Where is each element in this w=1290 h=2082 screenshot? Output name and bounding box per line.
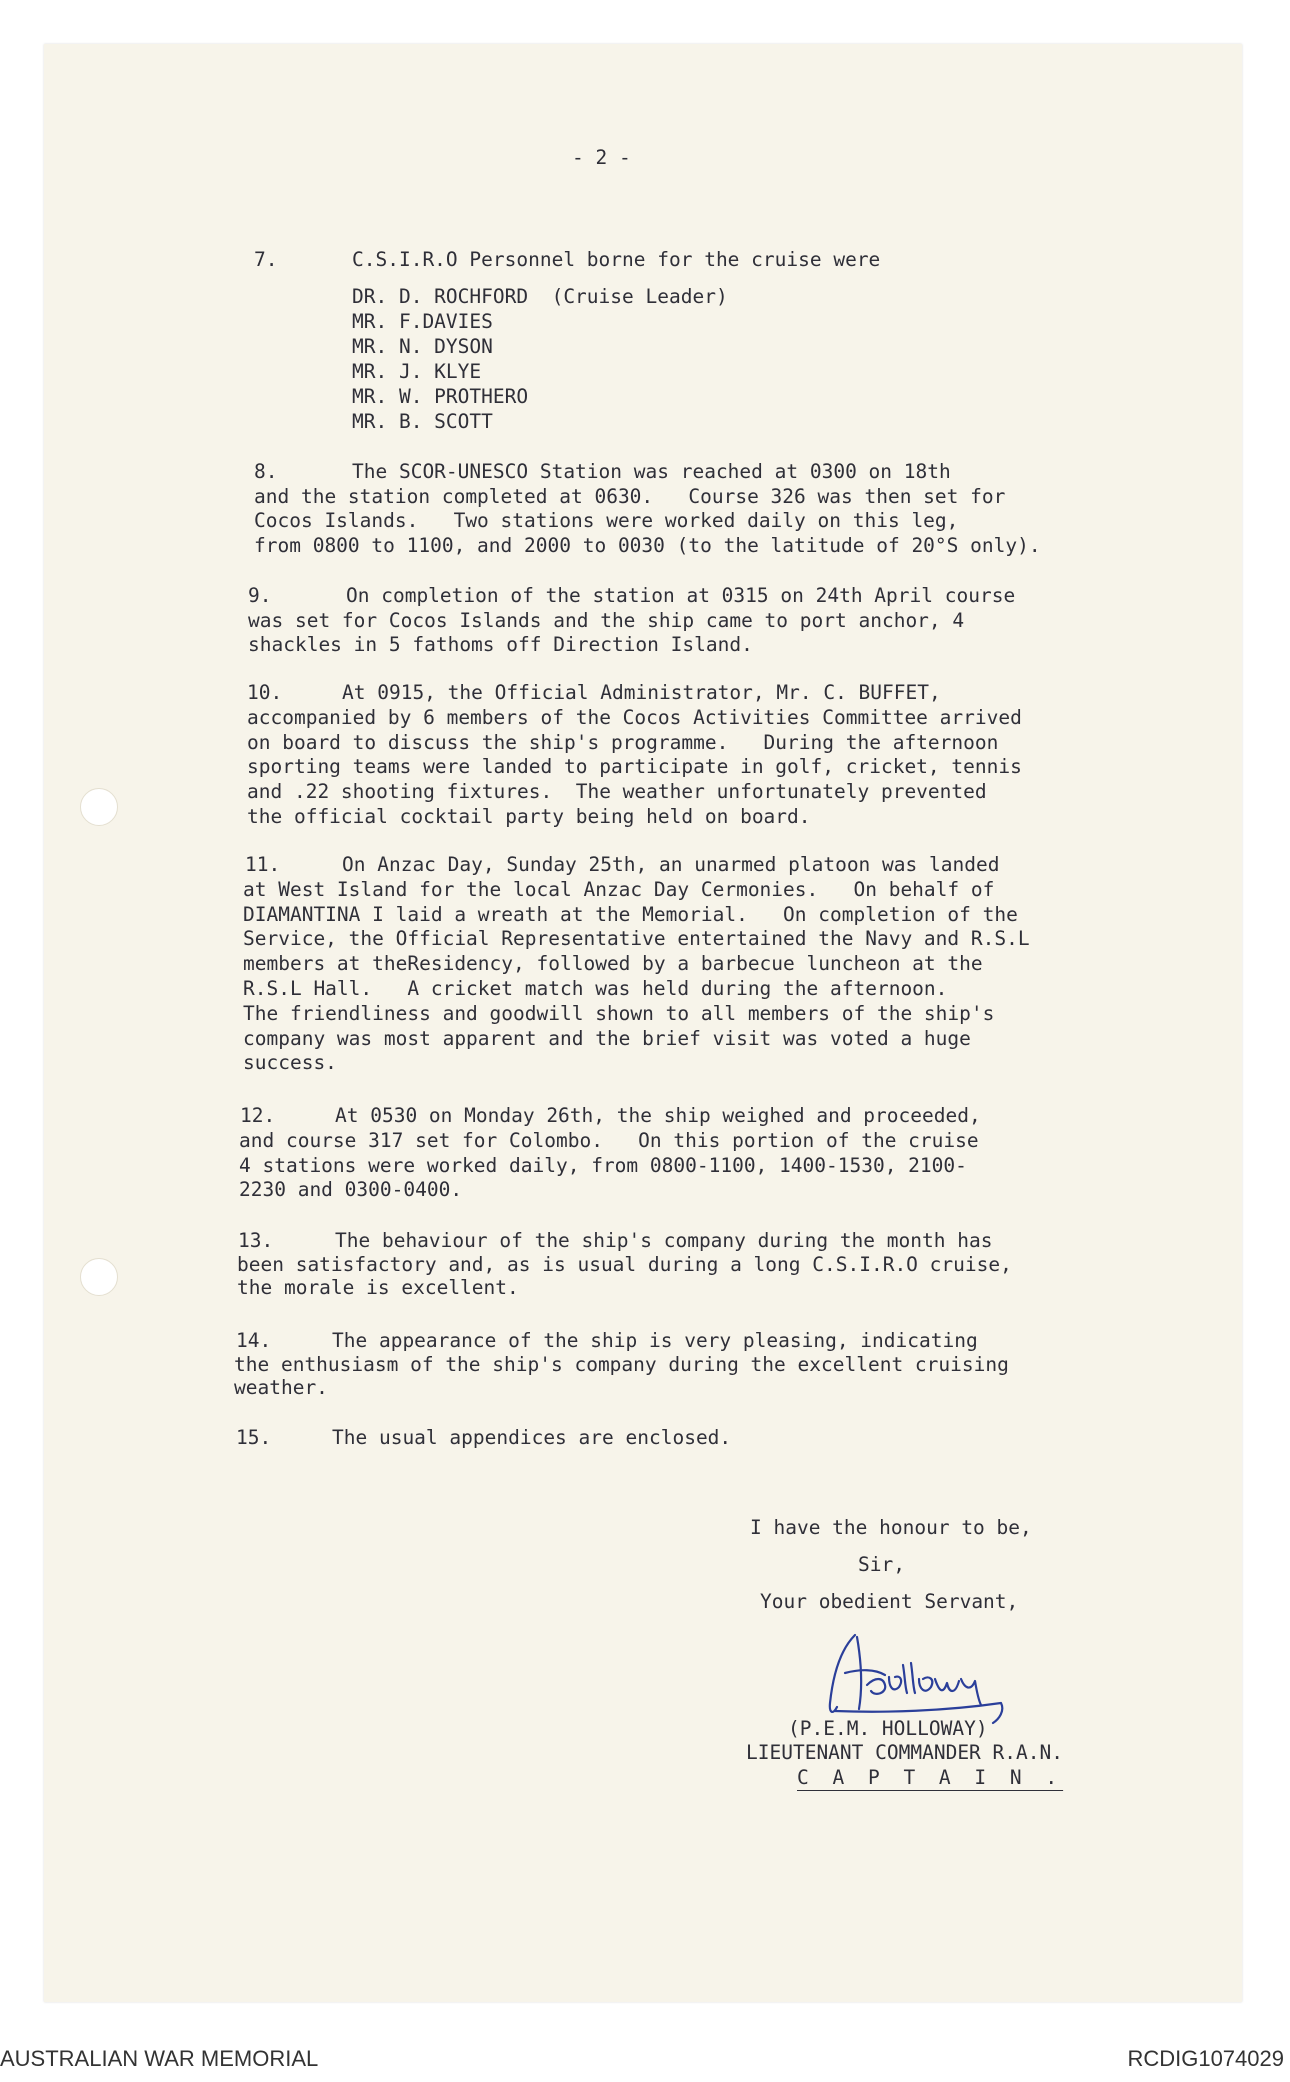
para-13-line: been satisfactory and, as is usual during a long C.S.I.R.O cruise, — [237, 1252, 1012, 1276]
para-14-line: The appearance of the ship is very pleasing, indicating — [332, 1329, 978, 1352]
para-8-line: from 0800 to 1100, and 2000 to 0030 (to the latitude of 20°S only). — [254, 533, 1041, 557]
para-8-line: The SCOR-UNESCO Station was reached at 0300 on 18th — [352, 460, 951, 483]
closing-line-3: Your obedient Servant, — [760, 1590, 1019, 1613]
para-9-number: 9. — [248, 584, 272, 607]
para-11-line: Service, the Official Representative entertained the Navy and R.S.L — [243, 927, 1030, 951]
para-10-number: 10. — [247, 681, 283, 704]
para-12-line: and course 317 set for Colombo. On this portion of the cruise — [239, 1128, 979, 1152]
signatory-rank: LIEUTENANT COMMANDER R.A.N. — [746, 1741, 1063, 1764]
para-13-number: 13. — [238, 1229, 274, 1252]
personnel-list-item: MR. F.DAVIES — [352, 310, 493, 333]
para-11-line: company was most apparent and the brief visit was voted a huge — [243, 1026, 971, 1050]
page-number: - 2 - — [572, 146, 631, 169]
signatory-name: (P.E.M. HOLLOWAY) — [788, 1717, 988, 1740]
para-10-line: accompanied by 6 members of the Cocos Activities Committee arrived — [247, 705, 1022, 729]
para-11-line: R.S.L Hall. A cricket match was held during the afternoon. — [243, 977, 948, 1000]
para-10-line: and .22 shooting fixtures. The weather unfortunately prevented — [247, 780, 987, 804]
personnel-list-item: MR. J. KLYE — [352, 360, 482, 383]
para-10-line: sporting teams were landed to participate in golf, cricket, tennis — [247, 755, 1022, 779]
footer-right-label: RCDIG1074029 — [1127, 2046, 1284, 2071]
footer-left-label: AUSTRALIAN WAR MEMORIAL — [0, 2046, 319, 2071]
para-11-line: DIAMANTINA I laid a wreath at the Memorial. On completion of the — [243, 902, 1018, 926]
para-12-line: At 0530 on Monday 26th, the ship weighed and proceeded, — [335, 1104, 981, 1127]
para-10-line: on board to discuss the ship's programme. During the afternoon — [247, 730, 999, 754]
para-15-number: 15. — [236, 1426, 272, 1449]
signatory-title: C A P T A I N . — [797, 1766, 1064, 1789]
para-13-line: The behaviour of the ship's company during the month has — [335, 1229, 993, 1252]
punch-hole-top — [80, 788, 118, 826]
personnel-list-item: MR. W. PROTHERO — [352, 385, 529, 408]
closing-line-2: Sir, — [858, 1553, 905, 1576]
para-9-line: shackles in 5 fathoms off Direction Island. — [248, 633, 753, 656]
para-7-number: 7. — [254, 248, 278, 271]
personnel-list-item: MR. B. SCOTT — [352, 410, 493, 433]
para-13-line: the morale is excellent. — [237, 1276, 519, 1299]
closing-line-1: I have the honour to be, — [750, 1516, 1032, 1539]
para-11-line: success. — [243, 1051, 337, 1075]
para-11-line: at West Island for the local Anzac Day Cermonies. On behalf of — [243, 877, 995, 901]
para-8-line: and the station completed at 0630. Course 326 was then set for — [254, 484, 1006, 508]
para-14-line: the enthusiasm of the ship's company during the excellent cruising — [234, 1352, 1009, 1376]
para-12-line: 4 stations were worked daily, from 0800-1100, 1400-1530, 2100- — [239, 1153, 967, 1177]
personnel-list-item: MR. N. DYSON — [352, 335, 493, 358]
para-14-number: 14. — [236, 1329, 272, 1352]
para-12-number: 12. — [240, 1104, 276, 1127]
para-10-line: At 0915, the Official Administrator, Mr. C. BUFFET, — [342, 681, 941, 704]
para-11-line: On Anzac Day, Sunday 25th, an unarmed platoon was landed — [342, 853, 1000, 876]
para-9-line: was set for Cocos Islands and the ship came to port anchor, 4 — [248, 608, 965, 632]
para-11-number: 11. — [245, 853, 281, 876]
para-11-line: The friendliness and goodwill shown to all members of the ship's — [243, 1001, 995, 1025]
para-10-line: the official cocktail party being held on board. — [247, 805, 811, 828]
personnel-list-item: DR. D. ROCHFORD (Cruise Leader) — [352, 285, 728, 308]
para-12-line: 2230 and 0300-0400. — [239, 1178, 463, 1202]
para-8-number: 8. — [254, 460, 278, 483]
para-7-line: C.S.I.R.O Personnel borne for the cruise were — [352, 248, 881, 271]
para-9-line: On completion of the station at 0315 on 24th April course — [346, 584, 1016, 607]
para-15-line: The usual appendices are enclosed. — [332, 1426, 732, 1449]
punch-hole-bottom — [80, 1258, 118, 1296]
para-14-line: weather. — [234, 1376, 328, 1399]
para-11-line: members at theResidency, followed by a barbecue luncheon at the — [243, 952, 983, 976]
para-8-line: Cocos Islands. Two stations were worked daily on this leg, — [254, 509, 959, 532]
